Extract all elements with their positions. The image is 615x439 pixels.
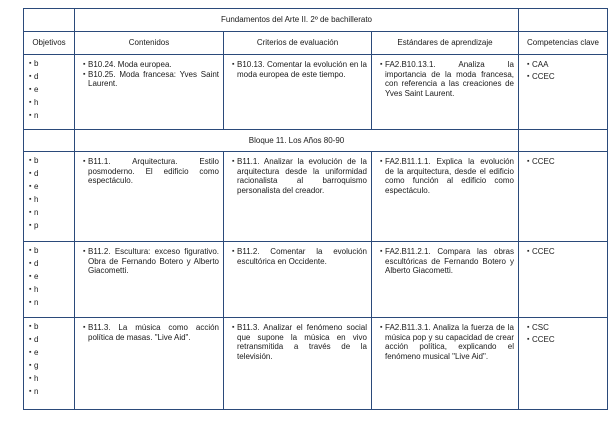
header-estandares: Estándares de aprendizaje [372, 32, 519, 55]
title-spacer-right [519, 9, 608, 32]
list-item-text: e [34, 85, 39, 94]
list-item [229, 60, 367, 79]
curriculum-table [23, 8, 608, 410]
bullet-icon: ▪ [29, 73, 32, 80]
list-item-text: e [34, 348, 39, 357]
contenidos-list [75, 55, 223, 89]
competencias-list [519, 318, 607, 344]
table-row [24, 152, 608, 242]
list-item [26, 195, 70, 208]
list-item [26, 374, 70, 387]
list-item [524, 72, 603, 82]
bullet-icon: ▪ [29, 388, 32, 395]
contenidos-cell [75, 318, 224, 410]
bullet-icon: ▪ [232, 324, 235, 331]
competencias-cell [519, 242, 608, 318]
bullet-icon: ▪ [83, 70, 86, 78]
bullet-icon: ▪ [83, 158, 86, 165]
bullet-icon: ▪ [527, 248, 530, 255]
estandares-cell [372, 55, 519, 130]
list-item [80, 157, 219, 186]
bullet-icon: ▪ [83, 324, 86, 331]
list-item-text: g [34, 361, 39, 370]
list-item [26, 335, 70, 348]
bullet-icon: ▪ [29, 349, 32, 356]
list-item-text: e [34, 272, 39, 281]
list-item-text: d [34, 335, 39, 344]
bullet-icon: ▪ [29, 99, 32, 106]
objetivos-list [24, 318, 74, 400]
bullet-icon: ▪ [29, 299, 32, 306]
list-item-text: e [34, 182, 39, 191]
bullet-icon: ▪ [29, 273, 32, 280]
header-competencias: Competencias clave [519, 32, 608, 55]
bullet-icon: ▪ [527, 72, 530, 80]
section-row [24, 130, 608, 152]
competencias-cell [519, 152, 608, 242]
list-item [26, 59, 70, 72]
criterios-cell [224, 55, 372, 130]
list-item [377, 157, 514, 195]
objetivos-list [24, 152, 74, 234]
list-item-text: d [34, 259, 39, 268]
list-item [26, 169, 70, 182]
bullet-icon: ▪ [83, 61, 86, 68]
contenidos-cell [75, 152, 224, 242]
list-item-text: b [34, 322, 39, 331]
list-item [26, 85, 70, 98]
list-item-text: B11.3. Analizar el fenómeno social que supone la música en vivo retransmitida a través de la televisión. [237, 323, 367, 361]
contenidos-cell [75, 55, 224, 130]
list-item-text: CCEC [532, 334, 555, 344]
list-item-text: n [34, 111, 39, 120]
bullet-icon: ▪ [29, 86, 32, 93]
bullet-icon: ▪ [29, 112, 32, 119]
bullet-icon: ▪ [232, 61, 235, 68]
list-item [80, 323, 219, 342]
section-spacer-right [519, 130, 608, 152]
list-item [26, 298, 70, 311]
estandares-cell [372, 242, 519, 318]
competencias-cell [519, 55, 608, 130]
list-item-text: FA2.B11.1.1. Explica la evolución de la arquitectura, desde el edificio como función al edificio como espectáculo. [385, 157, 514, 195]
list-item [524, 157, 603, 167]
table-row [24, 55, 608, 130]
criterios-cell [224, 318, 372, 410]
list-item [377, 323, 514, 361]
list-item-text: p [34, 221, 39, 230]
list-item-text: n [34, 387, 39, 396]
list-item-text: CCEC [532, 71, 555, 81]
list-item [524, 247, 603, 257]
estandares-list [372, 318, 518, 361]
list-item-text: d [34, 169, 39, 178]
list-item [26, 387, 70, 400]
list-item [26, 285, 70, 298]
criterios-list [224, 242, 371, 266]
bullet-icon: ▪ [29, 170, 32, 177]
list-item-text: b [34, 246, 39, 255]
list-item-text: B10.24. Moda europea. [88, 60, 172, 69]
title-row [24, 9, 608, 32]
criterios-list [224, 152, 371, 195]
list-item [26, 98, 70, 111]
bullet-icon: ▪ [29, 247, 32, 254]
header-contenidos: Contenidos [75, 32, 224, 55]
list-item-text: h [34, 285, 39, 294]
bullet-icon: ▪ [29, 183, 32, 190]
list-item-text: B10.13. Comentar la evolución en la moda europea de este tiempo. [237, 60, 367, 79]
list-item-text: B11.2. Escultura: exceso figurativo. Obra de Fernando Botero y Alberto Giacometti. [88, 247, 219, 276]
list-item-text: n [34, 298, 39, 307]
objetivos-list [24, 242, 74, 311]
bullet-icon: ▪ [380, 158, 383, 165]
competencias-cell [519, 318, 608, 410]
list-item-text: h [34, 195, 39, 204]
bullet-icon: ▪ [527, 158, 530, 165]
list-item [26, 322, 70, 335]
bullet-icon: ▪ [29, 323, 32, 330]
list-item [26, 246, 70, 259]
list-item [377, 60, 514, 98]
bullet-icon: ▪ [380, 248, 383, 255]
list-item [26, 208, 70, 221]
list-item-text: CAA [532, 60, 549, 69]
table-row [24, 318, 608, 410]
list-item-text: n [34, 208, 39, 217]
list-item [524, 323, 603, 333]
bullet-icon: ▪ [29, 362, 32, 369]
header-row [24, 32, 608, 55]
contenidos-cell [75, 242, 224, 318]
list-item-text: b [34, 59, 39, 68]
list-item-text: CSC [532, 323, 549, 332]
estandares-cell [372, 152, 519, 242]
list-item-text: B11.1. Analizar la evolución de la arquitectura desde la uniformidad racionalista al barroquismo personalista del creador. [237, 157, 367, 195]
competencias-list [519, 55, 607, 81]
table-title: Fundamentos del Arte II. 2º de bachillerato [75, 9, 519, 32]
bullet-icon: ▪ [527, 324, 530, 331]
list-item [26, 361, 70, 374]
estandares-list [372, 55, 518, 98]
section-spacer [24, 130, 75, 152]
objetivos-cell [24, 152, 75, 242]
bullet-icon: ▪ [29, 60, 32, 67]
list-item [524, 60, 603, 70]
competencias-list [519, 152, 607, 167]
objetivos-cell [24, 242, 75, 318]
contenidos-list [75, 152, 223, 186]
list-item-text: d [34, 72, 39, 81]
list-item-text: FA2.B11.3.1. Analiza la fuerza de la música pop y su capacidad de crear acción política, explicando el fenómeno musical "Live Aid". [385, 323, 514, 361]
estandares-cell [372, 318, 519, 410]
bullet-icon: ▪ [29, 222, 32, 229]
list-item [26, 156, 70, 169]
list-item-text: h [34, 374, 39, 383]
list-item-text: CCEC [532, 247, 555, 256]
bullet-icon: ▪ [29, 336, 32, 343]
header-objetivos: Objetivos [24, 32, 75, 55]
bullet-icon: ▪ [380, 324, 383, 331]
bullet-icon: ▪ [527, 61, 530, 68]
list-item [26, 221, 70, 234]
bullet-icon: ▪ [380, 61, 383, 68]
list-item [26, 259, 70, 272]
bullet-icon: ▪ [29, 157, 32, 164]
bullet-icon: ▪ [29, 209, 32, 216]
objetivos-cell [24, 55, 75, 130]
list-item-text: CCEC [532, 157, 555, 166]
criterios-list [224, 55, 371, 79]
list-item [229, 323, 367, 361]
title-spacer [24, 9, 75, 32]
list-item [377, 247, 514, 276]
list-item [26, 272, 70, 285]
bullet-icon: ▪ [527, 335, 530, 343]
list-item-text: FA2.B11.2.1. Compara las obras escultóricas de Fernando Botero y Alberto Giacometti. [385, 247, 514, 276]
estandares-list [372, 152, 518, 195]
table-row [24, 242, 608, 318]
bullet-icon: ▪ [83, 248, 86, 255]
list-item [26, 111, 70, 124]
estandares-list [372, 242, 518, 276]
list-item [229, 157, 367, 195]
list-item-text: b [34, 156, 39, 165]
list-item [80, 247, 219, 276]
section-title: Bloque 11. Los Años 80-90 [75, 130, 519, 152]
list-item [229, 247, 367, 266]
criterios-cell [224, 242, 372, 318]
list-item-text: FA2.B10.13.1. Analiza la importancia de la moda francesa, con referencia a las creaciones de Yves Saint Laurent. [385, 60, 514, 98]
bullet-icon: ▪ [232, 248, 235, 255]
list-item-text: h [34, 98, 39, 107]
objetivos-cell [24, 318, 75, 410]
objetivos-list [24, 55, 74, 124]
bullet-icon: ▪ [29, 196, 32, 203]
list-item-text: B10.25. Moda francesa: Yves Saint Laurent. [88, 69, 219, 89]
competencias-list [519, 242, 607, 257]
header-criterios: Criterios de evaluación [224, 32, 372, 55]
bullet-icon: ▪ [29, 375, 32, 382]
list-item [26, 182, 70, 195]
list-item [26, 348, 70, 361]
criterios-cell [224, 152, 372, 242]
contenidos-list [75, 318, 223, 342]
contenidos-list [75, 242, 223, 276]
list-item [80, 70, 219, 89]
list-item-text: B11.1. Arquitectura. Estilo posmoderno. El edificio como espectáculo. [88, 157, 219, 186]
criterios-list [224, 318, 371, 361]
list-item-text: B11.3. La música como acción política de masas. "Live Aid". [88, 323, 219, 342]
bullet-icon: ▪ [232, 158, 235, 165]
list-item [26, 72, 70, 85]
bullet-icon: ▪ [29, 286, 32, 293]
bullet-icon: ▪ [29, 260, 32, 267]
list-item-text: B11.2. Comentar la evolución escultórica en Occidente. [237, 247, 367, 266]
list-item [524, 335, 603, 345]
list-item [80, 60, 219, 70]
